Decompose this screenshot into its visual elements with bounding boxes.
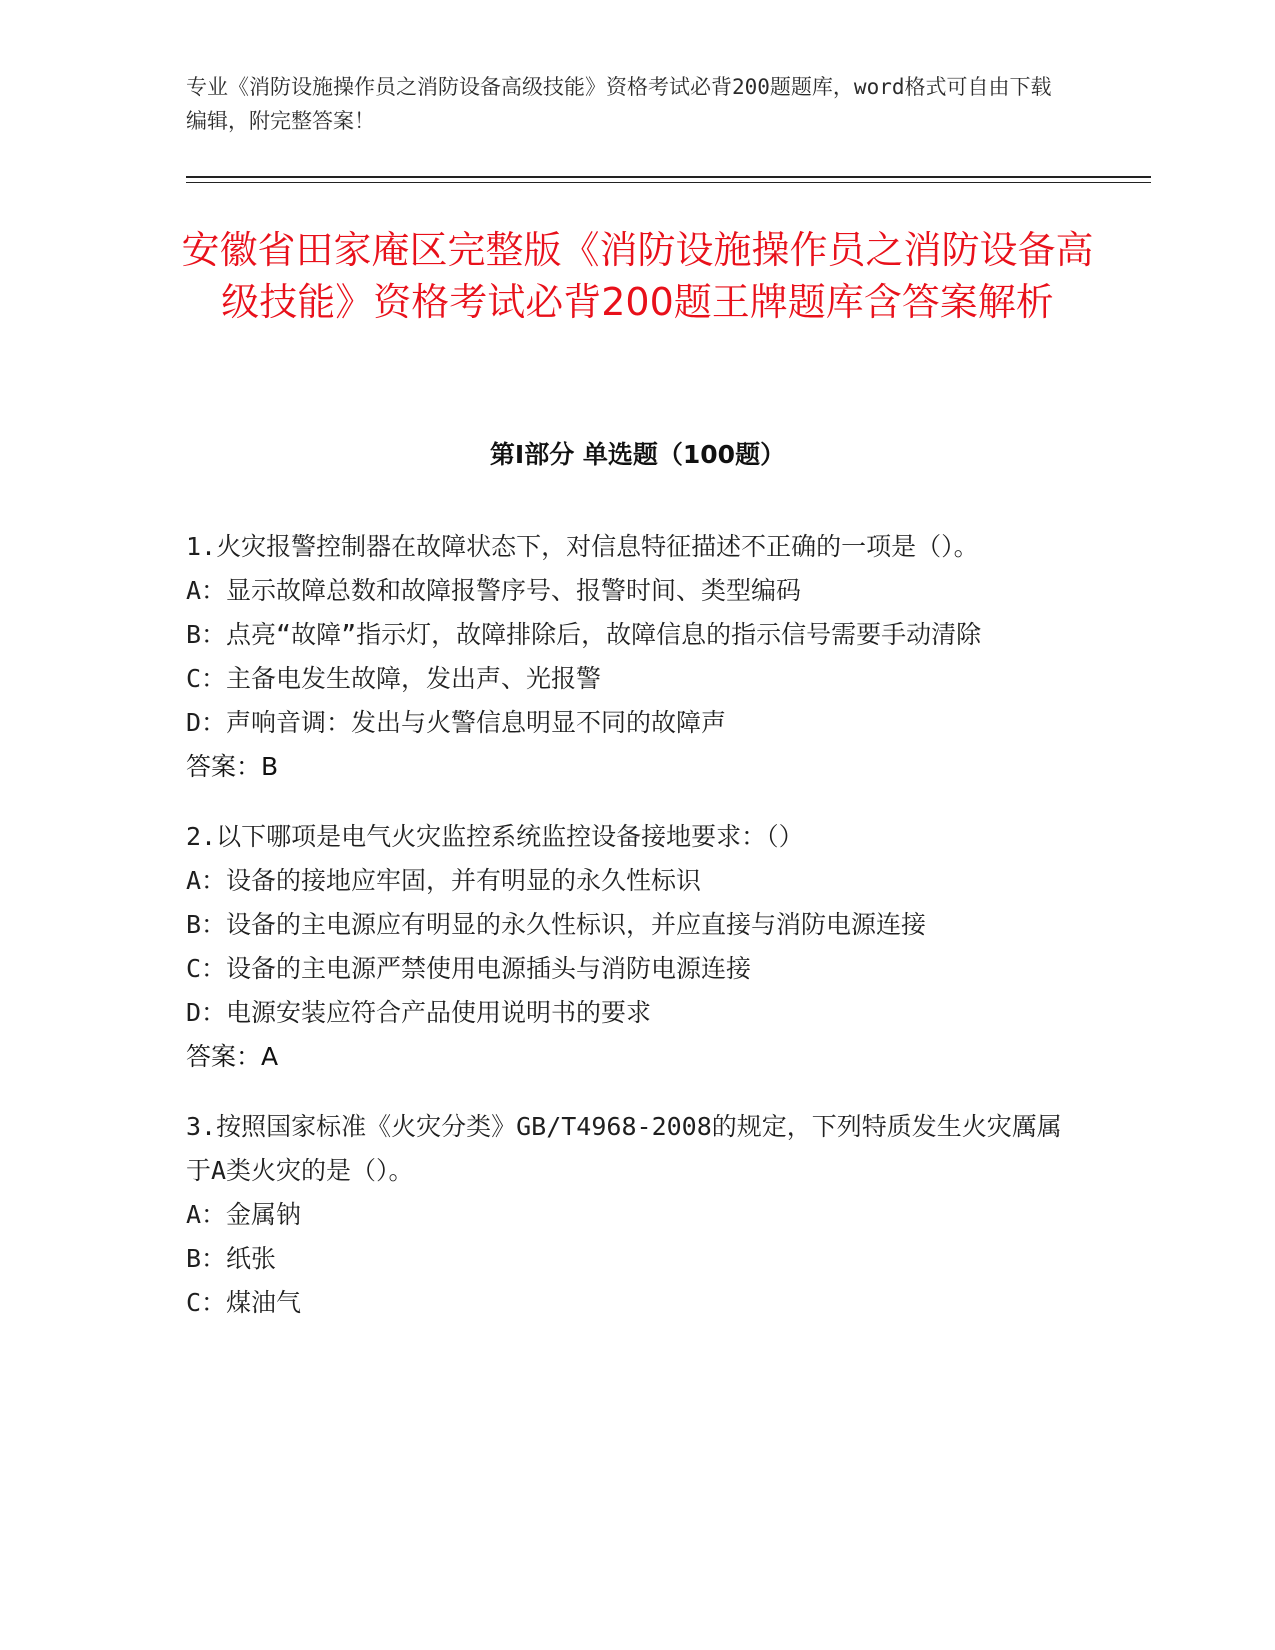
question-2: [186, 815, 1086, 1079]
option-b: B：设备的主电源应有明显的永久性标识，并应直接与消防电源连接: [186, 910, 927, 939]
option-a: A：金属钠: [186, 1200, 302, 1229]
header-divider-thin: [186, 182, 1151, 183]
answer: 答案：A: [186, 1042, 279, 1071]
option-c: C：主备电发生故障，发出声、光报警: [186, 664, 602, 693]
answer: 答案：B: [186, 752, 279, 781]
question-list: [186, 525, 1086, 1351]
option-b: B：纸张: [186, 1244, 277, 1273]
option-d: D：电源安装应符合产品使用说明书的要求: [186, 998, 652, 1027]
question-1: [186, 525, 1086, 789]
question-text: 2.以下哪项是电气火灾监控系统监控设备接地要求：（）: [186, 822, 804, 851]
question-3: [186, 1105, 1086, 1325]
option-b: B：点亮“故障”指示灯，故障排除后，故障信息的指示信号需要手动清除: [186, 620, 982, 649]
option-c: C：设备的主电源严禁使用电源插头与消防电源连接: [186, 954, 752, 983]
option-d: D：声响音调：发出与火警信息明显不同的故障声: [186, 708, 727, 737]
option-a: A：设备的接地应牢固，并有明显的永久性标识: [186, 866, 702, 895]
section-heading: 第I部分 单选题（100题）: [489, 440, 786, 469]
option-a: A：显示故障总数和故障报警序号、报警时间、类型编码: [186, 576, 802, 605]
question-text: 1.火灾报警控制器在故障状态下，对信息特征描述不正确的一项是（）。: [186, 532, 979, 561]
header-divider-thick: [186, 176, 1151, 178]
question-text: 3.按照国家标准《火灾分类》GB/T4968-2008的规定，下列特质发生火灾厲属于A类火灾的是（）。: [186, 1112, 1062, 1185]
option-c: C：煤油气: [186, 1288, 302, 1317]
document-title: 安徽省田家庵区完整版《消防设施操作员之消防设备高级技能》资格考试必背200题王牌题库含答案解析: [181, 228, 1094, 324]
header-note: 专业《消防设施操作员之消防设备高级技能》资格考试必背200题题库，word格式可自由下载编辑，附完整答案！: [186, 75, 1052, 133]
